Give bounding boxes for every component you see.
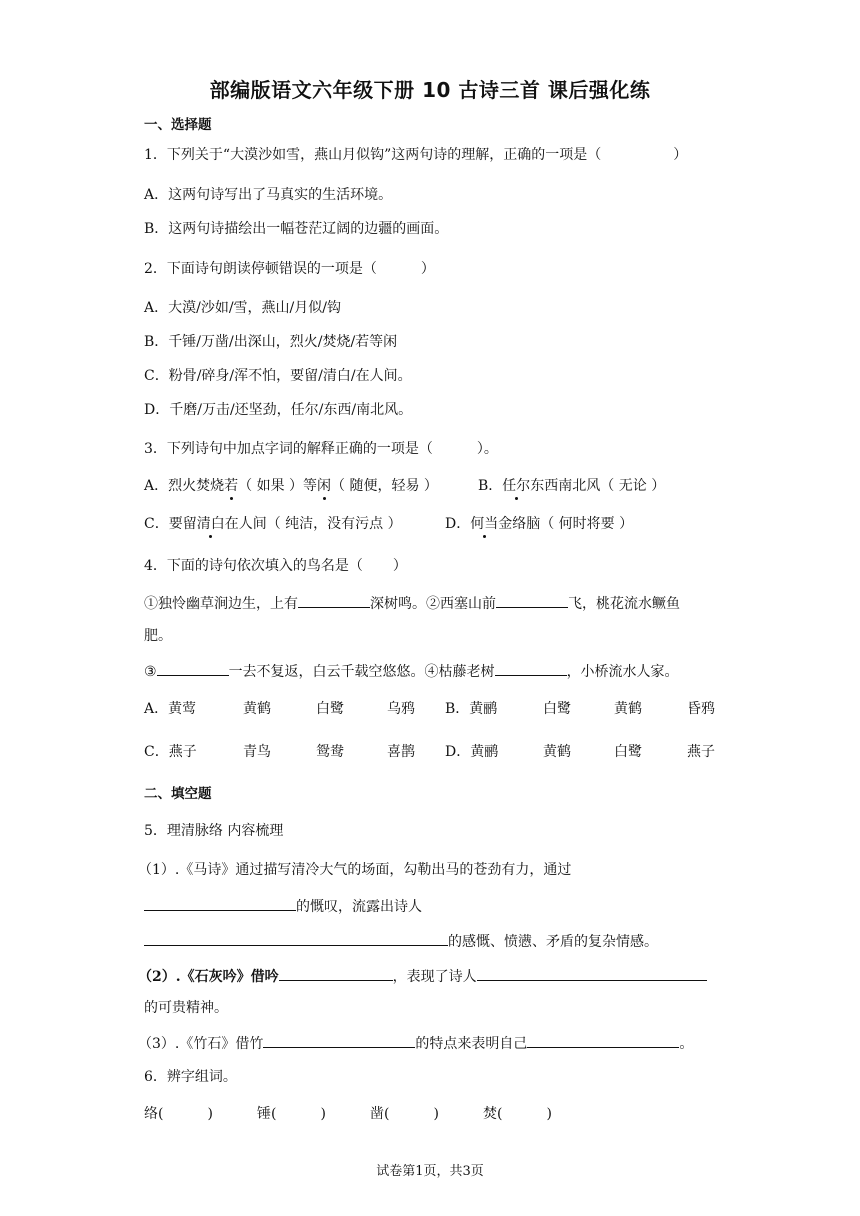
fill-blank[interactable] bbox=[279, 965, 393, 981]
question-4-line-3 bbox=[144, 660, 679, 682]
question-4-stem bbox=[144, 556, 407, 576]
paren-close: ） bbox=[673, 147, 688, 163]
char-label: 凿( bbox=[370, 1106, 390, 1122]
paren-close: ) bbox=[433, 1106, 439, 1122]
question-3-option-b bbox=[478, 476, 665, 496]
fill-blank[interactable] bbox=[144, 930, 448, 946]
word-group-4 bbox=[483, 1104, 552, 1124]
poem-text: 飞，桃花流水鳜鱼 bbox=[568, 596, 680, 612]
fill-blank[interactable] bbox=[298, 592, 370, 608]
question-4-option-d-1: D．黄鹂 bbox=[445, 744, 499, 760]
question-5-part-2 bbox=[138, 965, 707, 987]
question-5-part-1-c bbox=[144, 930, 658, 952]
word-group-3 bbox=[370, 1104, 439, 1124]
char-label: 锤( bbox=[257, 1106, 277, 1122]
question-4-option-d-3: 白鹭 bbox=[614, 744, 642, 760]
question-5-stem: 5．理清脉络 内容梳理 bbox=[144, 823, 284, 839]
page-title: 部编版语文六年级下册 10 古诗三首 课后强化练 bbox=[209, 78, 651, 102]
option-text: B． bbox=[478, 478, 503, 494]
question-text: 4．下面的诗句依次填入的鸟名是（ bbox=[144, 558, 363, 574]
option-text: （ 随便，轻易 ） bbox=[331, 478, 438, 494]
question-text: （2）.《石灰吟》借吟 bbox=[138, 969, 279, 985]
question-2-option-b: B．千锤/万凿/出深山，烈火/焚烧/若等闲 bbox=[144, 334, 398, 350]
question-4-option-c-1: C．燕子 bbox=[144, 744, 197, 760]
paren-close: ) bbox=[207, 1106, 213, 1122]
question-5-part-1-a: （1）.《马诗》通过描写清冷大气的场面，勾勒出马的苍劲有力，通过 bbox=[138, 862, 572, 878]
question-text: 的慨叹，流露出诗人 bbox=[296, 899, 422, 915]
word-group-1 bbox=[144, 1104, 213, 1124]
question-4-option-c-3: 鸳鸯 bbox=[316, 744, 344, 760]
dotted-word: 若 bbox=[224, 478, 239, 494]
poem-text: 深树鸣。②西塞山前 bbox=[370, 596, 496, 612]
question-5-part-3 bbox=[138, 1032, 693, 1054]
dotted-word: 清白 bbox=[196, 516, 225, 532]
question-4-option-a-2: 黄鹤 bbox=[243, 701, 271, 717]
poem-text: ③ bbox=[144, 664, 157, 680]
poem-text: ①独怜幽草涧边生，上有 bbox=[144, 596, 298, 612]
question-4-option-a-1: A．黄莺 bbox=[144, 701, 197, 717]
question-2-option-c: C．粉骨/碎身/浑不怕，要留/清白/在人间。 bbox=[144, 368, 412, 384]
option-text: A．烈火焚烧 bbox=[144, 478, 225, 494]
question-3-option-c bbox=[144, 514, 402, 534]
question-1-option-b: B．这两句诗描绘出一幅苍茫辽阔的边疆的画面。 bbox=[144, 221, 449, 237]
question-2-option-a: A．大漠/沙如/雪，燕山/月似/钩 bbox=[144, 300, 341, 316]
question-4-option-c-4: 喜鹊 bbox=[387, 744, 415, 760]
fill-blank[interactable] bbox=[144, 895, 296, 911]
option-text: （ 如果 ）等 bbox=[238, 478, 318, 494]
question-text: （3）.《竹石》借竹 bbox=[138, 1036, 264, 1052]
page-footer: 试卷第1页，共3页 bbox=[376, 1164, 484, 1179]
question-4-option-c-2: 青鸟 bbox=[243, 744, 271, 760]
question-4-option-a-3: 白鹭 bbox=[316, 701, 344, 717]
char-label: 焚( bbox=[483, 1106, 503, 1122]
fill-blank[interactable] bbox=[477, 965, 707, 981]
question-2-option-d: D．千磨/万击/还坚劲，任尔/东西/南北风。 bbox=[144, 402, 413, 418]
question-4-option-b-3: 黄鹤 bbox=[614, 701, 642, 717]
question-2-stem bbox=[144, 259, 435, 279]
option-text: 东西南北风（ 无论 ） bbox=[530, 478, 666, 494]
question-4-option-b-2: 白鹭 bbox=[543, 701, 571, 717]
question-3-option-d bbox=[445, 514, 633, 534]
paren-close: ） bbox=[420, 261, 435, 277]
option-text: 金络脑（ 何时将要 ） bbox=[498, 516, 634, 532]
fill-blank[interactable] bbox=[527, 1032, 679, 1048]
question-6-stem: 6．辨字组词。 bbox=[144, 1069, 237, 1085]
option-text: 在人间（ 纯洁，没有污点 ） bbox=[224, 516, 402, 532]
char-label: 络( bbox=[144, 1106, 164, 1122]
paren-close: ）。 bbox=[476, 441, 498, 457]
dotted-word: 何当 bbox=[470, 516, 499, 532]
fill-blank[interactable] bbox=[157, 660, 229, 676]
question-4-option-b-4: 昏鸦 bbox=[687, 701, 715, 717]
question-5-part-2-b: 的可贵精神。 bbox=[144, 1000, 228, 1016]
question-5-part-1-b bbox=[144, 895, 422, 917]
dotted-word: 闲 bbox=[317, 478, 332, 494]
fill-blank[interactable] bbox=[495, 660, 567, 676]
question-1-stem bbox=[144, 145, 687, 165]
option-text: C．要留 bbox=[144, 516, 197, 532]
question-text: ，表现了诗人 bbox=[392, 969, 477, 985]
paren-close: ) bbox=[320, 1106, 326, 1122]
word-group-2 bbox=[257, 1104, 326, 1124]
question-text: 1．下列关于“大漠沙如雪，燕山月似钩”这两句诗的理解，正确的一项是（ bbox=[144, 147, 602, 163]
question-text: 的感慨、愤懑、矛盾的复杂情感。 bbox=[448, 934, 658, 950]
question-3-option-a bbox=[144, 476, 438, 496]
paren-close: ） bbox=[392, 558, 407, 574]
poem-text: ，小桥流水人家。 bbox=[566, 664, 679, 680]
question-4-line-1 bbox=[144, 592, 680, 614]
question-text: 3．下列诗句中加点字词的解释正确的一项是（ bbox=[144, 441, 433, 457]
question-4-option-a-4: 乌鸦 bbox=[387, 701, 415, 717]
fill-blank[interactable] bbox=[496, 592, 568, 608]
paren-close: ) bbox=[546, 1106, 552, 1122]
question-4-option-d-2: 黄鹤 bbox=[543, 744, 571, 760]
question-4-option-b-1: B．黄鹂 bbox=[445, 701, 498, 717]
question-4-option-d-4: 燕子 bbox=[687, 744, 715, 760]
option-text: D． bbox=[445, 516, 471, 532]
section-heading-choice: 一、选择题 bbox=[144, 117, 212, 133]
question-text: 。 bbox=[679, 1036, 694, 1052]
poem-text: 一去不复返，白云千载空悠悠。④枯藤老树 bbox=[228, 664, 495, 680]
fill-blank[interactable] bbox=[263, 1032, 415, 1048]
question-text: 2．下面诗句朗读停顿错误的一项是（ bbox=[144, 261, 377, 277]
question-1-option-a: A．这两句诗写出了马真实的生活环境。 bbox=[144, 187, 393, 203]
section-heading-fill: 二、填空题 bbox=[144, 786, 212, 802]
question-text: 的特点来表明自己 bbox=[415, 1036, 528, 1052]
dotted-word: 任尔 bbox=[502, 478, 531, 494]
question-4-line-2: 肥。 bbox=[144, 628, 172, 644]
question-3-stem bbox=[144, 439, 498, 459]
